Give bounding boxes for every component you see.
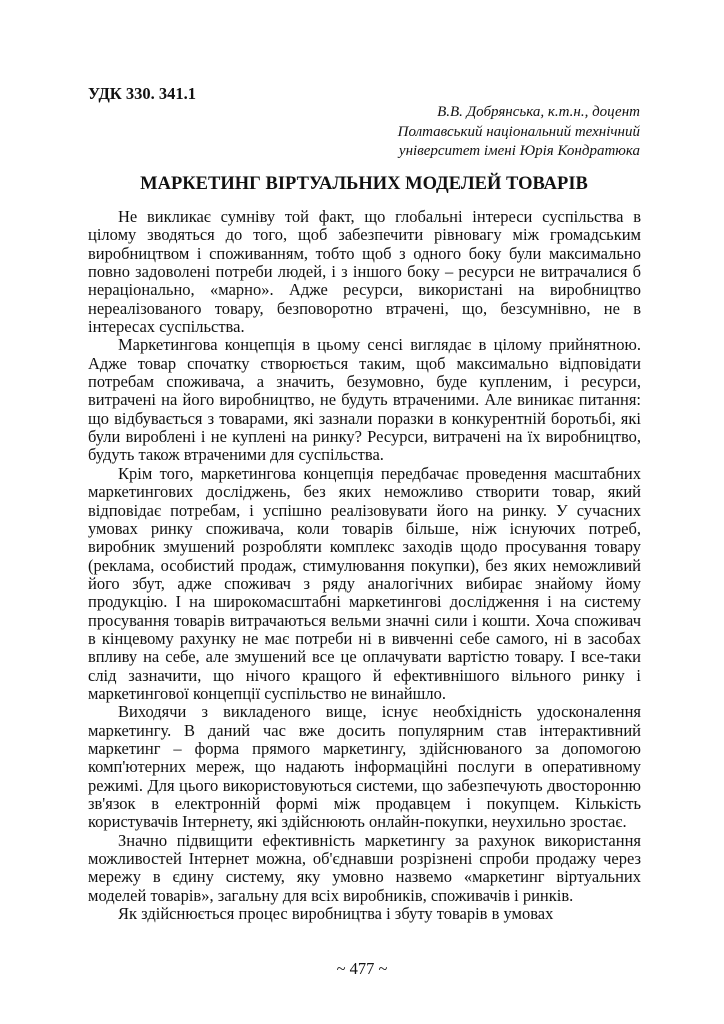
- affiliation-line-2: університет імені Юрія Кондратюка: [398, 143, 640, 159]
- article-body: [88, 208, 641, 923]
- paragraph: Як здійснюється процес виробництва і збуту товарів в умовах: [118, 904, 554, 924]
- paragraph: Крім того, маркетингова концепція передбачає проведення масштабних маркетингових досліджень, без яких неможливо створити товар, який відповідає потребам, і успішно реалізовувати його на ринку. У сучасних умовах ринку споживача, коли товарів більше, ніж існуючих потреб, виробник змушений розробляти комплекс заходів щодо просування товару (реклама, особистий продаж, стимулювання покупки), без яких неможливий його збут, адже споживач з ряду аналогічних вибирає знайому йому продукцію. І на широкомасштабні маркетингові дослідження і на систему просування товарів витрачаються вельми значні сили і кошти. Хоча споживач в кінцевому рахунку не має потреби ні в вивченні себе самого, ні в засобах впливу на себе, але змушений все це оплачувати вартістю товару. І все-таки слід зазначити, що нічого кращого й ефективнішого вільного ринку і маркетингової концепції суспільство не винайшло.: [88, 463, 641, 703]
- paragraph: Значно підвищити ефективність маркетингу за рахунок використання можливостей Інтернет можна, об'єднавши розрізнені спроби продажу через мережу в єдину систему, яку умовно назвемо «маркетинг віртуальних моделей товарів», загальну для всіх виробників, споживачів і ринків.: [88, 830, 641, 905]
- article-title: МАРКЕТИНГ ВІРТУАЛЬНИХ МОДЕЛЕЙ ТОВАРІВ: [140, 174, 588, 194]
- page-number: ~ 477 ~: [336, 959, 388, 978]
- affiliation-line-1: Полтавський національний технічний: [397, 123, 640, 140]
- paragraph: Не викликає сумніву той факт, що глобальні інтереси суспільства в цілому зводяться до того, щоб забезпечити рівновагу між громадським виробництвом і споживанням, тобто щоб з одного боку були максимально повно задоволені потреби людей, і з іншого боку – ресурси не витрачалися б нераціонально, «марно». Адже ресурси, використані на виробництво нереалізованого товару, безповоротно втрачені, що, безсумнівно, не в інтересах суспільства.: [88, 207, 641, 337]
- author-line: В.В. Добрянська, к.т.н., доцент: [437, 104, 640, 120]
- paragraph: Виходячи з викладеного вище, існує необхідність удосконалення маркетингу. В даний час вже досить популярним став інтерактивний маркетинг – форма прямого маркетингу, здійснюваного за допомогою комп'ютерних мереж, що надають інформаційні послуги в оперативному режимі. Для цього використовуються системи, що забезпечують двосторонню зв'язок в електронній формі між продавцем і покупцем. Кількість користувачів Інтернету, які здійснюють онлайн-покупки, неухильно зростає.: [88, 702, 641, 832]
- paragraph: Маркетингова концепція в цьому сенсі виглядає в цілому прийнятною. Адже товар спочатку створюється таким, щоб максимально відповідати потребам споживача, а значить, безумовно, буде купленим, і ресурси, витрачені на його виробництво, не будуть втраченими. Але виникає питання: що відбувається з товарами, які зазнали поразки в конкурентній боротьбі, які були вироблені і не куплені на ринку? Ресурси, витрачені на їх виробництво, будуть також втраченими для суспільства.: [88, 335, 641, 465]
- author-block: [398, 103, 640, 162]
- udc-code: УДК 330. 341.1: [88, 84, 197, 103]
